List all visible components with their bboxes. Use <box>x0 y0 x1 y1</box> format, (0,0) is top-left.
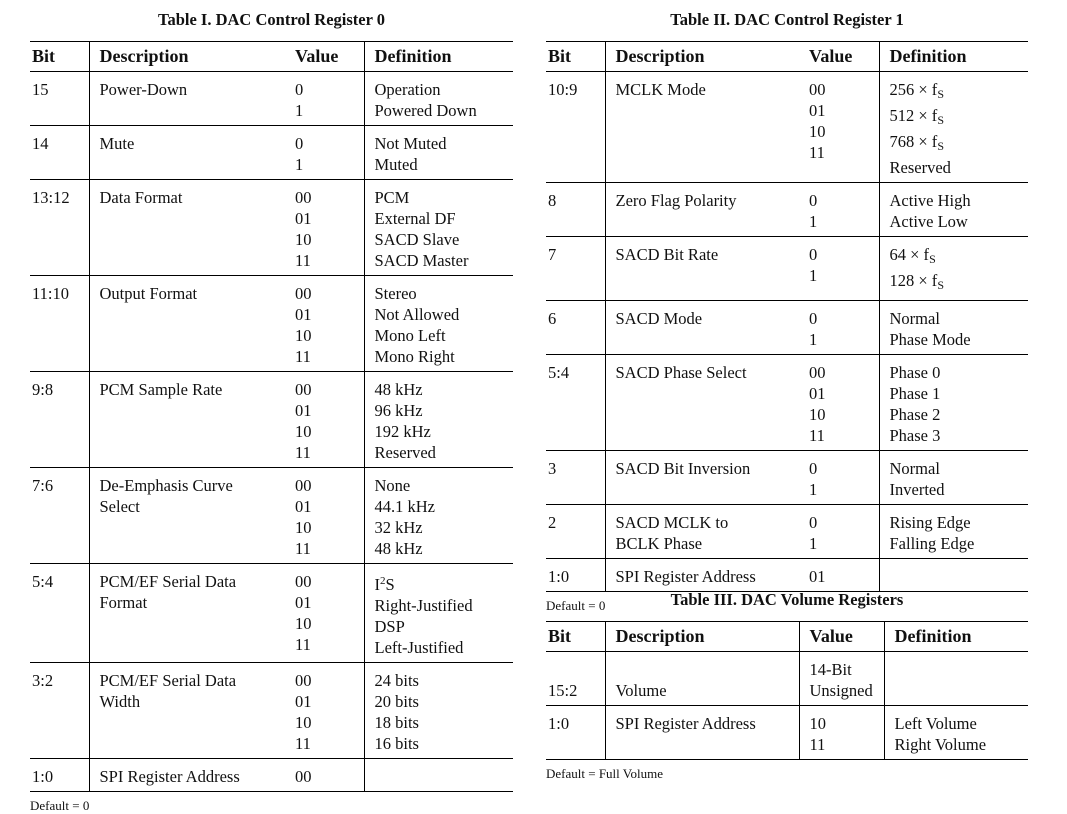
cell-description-line: Power-Down <box>99 80 188 99</box>
cell-value <box>285 468 364 564</box>
cell-value-line: 1 <box>809 330 818 349</box>
cell-definition-line: Not Muted <box>374 134 447 153</box>
cell-value-line: 1 <box>295 101 304 120</box>
header-description: Description <box>605 622 799 652</box>
cell-value <box>285 180 364 276</box>
cell-definition <box>364 468 513 564</box>
cell-definition-line: Stereo <box>374 284 417 303</box>
cell-definition-line: None <box>374 476 411 495</box>
cell-description-line: PCM/EF Serial Data <box>99 671 237 690</box>
cell-value-line: 11 <box>295 443 311 462</box>
table-row <box>546 451 1028 505</box>
cell-definition-line: Right Volume <box>894 735 987 754</box>
cell-definition-line: Not Allowed <box>374 305 460 324</box>
cell-bit-line: 10:9 <box>548 80 578 99</box>
cell-description-line: PCM/EF Serial Data <box>99 572 237 591</box>
cell-value <box>285 564 364 663</box>
cell-value-line: 0 <box>809 309 818 328</box>
table-1 <box>30 41 513 792</box>
cell-description-line: SACD Bit Rate <box>615 245 719 264</box>
cell-value-line: 11 <box>295 734 311 753</box>
cell-definition <box>879 505 1028 559</box>
cell-value-line: 11 <box>809 735 826 754</box>
cell-value <box>799 706 884 760</box>
table-row <box>546 72 1028 183</box>
cell-definition-line: Reserved <box>374 443 436 462</box>
cell-definition-line: Mono Left <box>374 326 446 345</box>
cell-description-line: PCM Sample Rate <box>99 380 223 399</box>
cell-description <box>89 564 285 663</box>
header-definition: Definition <box>879 42 1028 72</box>
cell-bit <box>546 559 605 592</box>
table-row <box>30 126 513 180</box>
table-3-header-row <box>546 622 1028 652</box>
cell-definition <box>879 237 1028 301</box>
header-value: Value <box>799 42 879 72</box>
cell-description-line: Width <box>99 692 141 711</box>
cell-value <box>799 355 879 451</box>
cell-definition-line: 48 kHz <box>374 539 423 558</box>
cell-value <box>799 72 879 183</box>
cell-value-line: 01 <box>295 305 312 324</box>
cell-definition-line: Normal <box>889 459 940 478</box>
cell-definition-line: Mono Right <box>374 347 455 366</box>
cell-definition-line: 192 kHz <box>374 422 431 441</box>
cell-value <box>799 451 879 505</box>
cell-bit-line: 8 <box>548 191 557 210</box>
table-row <box>30 372 513 468</box>
cell-bit-line: 1:0 <box>32 767 54 786</box>
cell-bit-line: 3 <box>548 459 557 478</box>
cell-description <box>89 72 285 126</box>
cell-definition-line: SACD Slave <box>374 230 460 249</box>
table-row <box>30 468 513 564</box>
table-2 <box>546 41 1028 592</box>
cell-definition-line: Falling Edge <box>889 534 975 553</box>
cell-value-line: 11 <box>295 251 311 270</box>
cell-value-line: 1 <box>295 155 304 174</box>
cell-description-line: Data Format <box>99 188 183 207</box>
table-row <box>546 706 1028 760</box>
cell-description-line: De-Emphasis Curve <box>99 476 233 495</box>
cell-description <box>605 72 799 183</box>
cell-definition-line: Muted <box>374 155 418 174</box>
cell-value-line: 01 <box>295 401 312 420</box>
cell-description <box>605 559 799 592</box>
table-row <box>30 72 513 126</box>
cell-description-line: MCLK Mode <box>615 80 706 99</box>
cell-definition-line: Operation <box>374 80 441 99</box>
cell-description-line: Mute <box>99 134 135 153</box>
cell-description <box>89 759 285 792</box>
header-bit: Bit <box>546 42 605 72</box>
cell-description-line: SPI Register Address <box>615 567 756 586</box>
cell-bit-line: 1:0 <box>548 714 570 733</box>
cell-description <box>89 276 285 372</box>
cell-definition-line: $256 \times f_S$ <box>889 80 944 101</box>
cell-description-line: SPI Register Address <box>615 714 756 733</box>
cell-definition <box>884 706 1028 760</box>
cell-bit-line: 15:2 <box>548 681 578 700</box>
cell-description-line: SPI Register Address <box>99 767 240 786</box>
cell-bit <box>30 126 89 180</box>
cell-description-line: BCLK Phase <box>615 534 703 553</box>
cell-description-line: Zero Flag Polarity <box>615 191 737 210</box>
cell-definition <box>879 183 1028 237</box>
table-row <box>546 505 1028 559</box>
cell-definition-line: 44.1 kHz <box>374 497 435 516</box>
header-bit: Bit <box>30 42 89 72</box>
table-row <box>30 759 513 792</box>
cell-bit-line: 7 <box>548 245 557 264</box>
table-row <box>30 276 513 372</box>
table-2-note: Default = 0 <box>546 598 606 613</box>
cell-definition <box>879 559 1028 592</box>
cell-value <box>285 372 364 468</box>
cell-description <box>605 301 799 355</box>
cell-definition-line: 96 kHz <box>374 401 423 420</box>
cell-bit <box>30 759 89 792</box>
cell-value-line: 00 <box>295 671 312 690</box>
cell-bit <box>30 180 89 276</box>
table-row <box>30 663 513 759</box>
header-value: Value <box>285 42 364 72</box>
cell-value-line: 01 <box>809 384 826 403</box>
cell-value-line: 10 <box>295 326 312 345</box>
cell-description <box>605 451 799 505</box>
cell-bit <box>546 652 605 706</box>
cell-value-line: 10 <box>809 714 826 733</box>
cell-definition-line: Powered Down <box>374 101 477 120</box>
cell-definition <box>364 180 513 276</box>
cell-value <box>799 652 884 706</box>
cell-bit-line: 6 <box>548 309 557 328</box>
cell-bit <box>546 451 605 505</box>
table-3-body <box>546 652 1028 760</box>
cell-description-line: SACD MCLK to <box>615 513 729 532</box>
cell-value-line: 11 <box>809 143 825 162</box>
cell-value <box>799 237 879 301</box>
table-3-note: Default = Full Volume <box>546 766 663 781</box>
cell-bit <box>546 183 605 237</box>
cell-value-line: 00 <box>295 284 312 303</box>
cell-value-line: 10 <box>295 614 312 633</box>
header-definition: Definition <box>884 622 1028 652</box>
cell-value <box>799 183 879 237</box>
cell-value-line: 01 <box>295 497 312 516</box>
cell-description-line: SACD Bit Inversion <box>615 459 751 478</box>
cell-value-line: 0 <box>295 134 304 153</box>
cell-bit-line: 11:10 <box>32 284 69 303</box>
cell-description <box>605 505 799 559</box>
cell-bit <box>546 706 605 760</box>
cell-description <box>605 652 799 706</box>
cell-value <box>799 301 879 355</box>
table-3 <box>546 621 1028 760</box>
cell-bit-line: 3:2 <box>32 671 54 690</box>
cell-description-line: Volume <box>615 681 667 700</box>
cell-bit <box>30 663 89 759</box>
cell-bit-line: 7:6 <box>32 476 54 495</box>
cell-definition <box>364 72 513 126</box>
table-2-title: Table II. DAC Control Register 1 <box>670 10 904 29</box>
cell-bit <box>546 237 605 301</box>
cell-value-line: 10 <box>809 405 826 424</box>
cell-value-line: 11 <box>295 635 311 654</box>
cell-value-line: 10 <box>809 122 826 141</box>
table-1-note: Default = 0 <box>30 798 90 813</box>
table-1-container <box>30 9 513 814</box>
cell-definition-line: Phase Mode <box>889 330 971 349</box>
header-description: Description <box>89 42 285 72</box>
cell-definition-line: Phase 3 <box>889 426 941 445</box>
cell-value-line: 10 <box>295 518 312 537</box>
cell-definition-line: Left-Justified <box>374 638 464 657</box>
table-row <box>546 355 1028 451</box>
cell-definition-line: 32 kHz <box>374 518 423 537</box>
header-definition: Definition <box>364 42 513 72</box>
cell-description <box>605 183 799 237</box>
cell-definition-line: PCM <box>374 188 410 207</box>
cell-value-line: 11 <box>809 426 825 445</box>
cell-definition <box>364 759 513 792</box>
cell-definition-line: Active High <box>889 191 971 210</box>
cell-definition <box>364 276 513 372</box>
table-row <box>30 180 513 276</box>
cell-description <box>89 180 285 276</box>
cell-definition-line: 24 bits <box>374 671 419 690</box>
cell-definition <box>364 126 513 180</box>
cell-value <box>285 759 364 792</box>
cell-bit <box>30 468 89 564</box>
cell-value-line: 00 <box>295 188 312 207</box>
cell-description <box>89 372 285 468</box>
cell-description <box>89 126 285 180</box>
cell-description <box>605 237 799 301</box>
cell-value <box>285 663 364 759</box>
cell-description-line: Format <box>99 593 148 612</box>
table-1-title: Table I. DAC Control Register 0 <box>157 10 386 29</box>
cell-value-line: 0 <box>809 245 818 264</box>
cell-bit-line: 15 <box>32 80 49 99</box>
cell-definition-line: 48 kHz <box>374 380 423 399</box>
cell-definition <box>364 663 513 759</box>
cell-definition-line: External DF <box>374 209 456 228</box>
cell-value-line: 10 <box>295 422 312 441</box>
cell-value-line: 01 <box>295 692 312 711</box>
cell-definition-line: SACD Master <box>374 251 469 270</box>
cell-value <box>799 559 879 592</box>
cell-value <box>285 72 364 126</box>
cell-value-line: 11 <box>295 539 311 558</box>
cell-value-line: 00 <box>295 476 312 495</box>
cell-definition-line: Reserved <box>889 158 951 177</box>
cell-value-line: 0 <box>809 459 818 478</box>
cell-bit <box>546 355 605 451</box>
cell-value-line: 10 <box>295 713 312 732</box>
cell-value-line: 1 <box>809 266 818 285</box>
cell-value-line: 10 <box>295 230 312 249</box>
cell-value-line: 00 <box>295 380 312 399</box>
cell-bit <box>30 72 89 126</box>
cell-description-line: SACD Phase Select <box>615 363 747 382</box>
cell-bit-line: 5:4 <box>32 572 54 591</box>
table-3-title: Table III. DAC Volume Registers <box>670 590 904 609</box>
cell-definition-line: Left Volume <box>894 714 977 733</box>
cell-value-line: 00 <box>809 363 826 382</box>
table-1-header-row <box>30 42 513 72</box>
table-row <box>546 183 1028 237</box>
cell-value-line: 1 <box>809 480 818 499</box>
cell-bit <box>30 564 89 663</box>
cell-definition <box>364 372 513 468</box>
cell-description-line: SACD Mode <box>615 309 703 328</box>
cell-definition <box>364 564 513 663</box>
cell-definition <box>879 451 1028 505</box>
cell-value-line: 0 <box>809 191 818 210</box>
table-row <box>546 652 1028 706</box>
cell-definition-line: DSP <box>374 617 405 636</box>
cell-value <box>799 505 879 559</box>
cell-value-line: 0 <box>295 80 304 99</box>
cell-bit-line: 14 <box>32 134 49 153</box>
cell-value-line: 11 <box>295 347 311 366</box>
cell-definition-line: Normal <box>889 309 940 328</box>
cell-definition <box>879 72 1028 183</box>
cell-definition-line: $512 \times f_S$ <box>889 106 944 127</box>
table-3-container <box>546 589 1028 782</box>
cell-value-line: 0 <box>809 513 818 532</box>
cell-bit-line: 9:8 <box>32 380 54 399</box>
cell-bit-line: 13:12 <box>32 188 70 207</box>
table-row <box>546 559 1028 592</box>
table-2-body <box>546 72 1028 592</box>
cell-description-line: Output Format <box>99 284 198 303</box>
table-row <box>30 564 513 663</box>
cell-value-line: 01 <box>809 101 826 120</box>
cell-definition-line: $128 \times f_S$ <box>889 271 944 292</box>
cell-bit-line: 1:0 <box>548 567 570 586</box>
cell-value-line: 01 <box>809 567 826 586</box>
cell-definition-line: Phase 1 <box>889 384 941 403</box>
cell-description <box>605 355 799 451</box>
header-value: Value <box>799 622 884 652</box>
cell-bit <box>546 301 605 355</box>
cell-value-line: Unsigned <box>809 681 873 700</box>
cell-definition-line: 16 bits <box>374 734 419 753</box>
cell-definition-line: 18 bits <box>374 713 419 732</box>
cell-value-line: 01 <box>295 209 312 228</box>
cell-description <box>89 468 285 564</box>
cell-value-line: 00 <box>809 80 826 99</box>
cell-value <box>285 276 364 372</box>
cell-bit <box>546 505 605 559</box>
cell-definition-line: Phase 2 <box>889 405 941 424</box>
cell-bit-line: 2 <box>548 513 557 532</box>
cell-definition-line: Phase 0 <box>889 363 941 382</box>
cell-description <box>605 706 799 760</box>
header-description: Description <box>605 42 799 72</box>
table-2-container <box>546 9 1028 614</box>
cell-definition-line: Rising Edge <box>889 513 971 532</box>
table-row <box>546 301 1028 355</box>
cell-value-line: 1 <box>809 212 818 231</box>
cell-definition-line: Right-Justified <box>374 596 473 615</box>
header-bit: Bit <box>546 622 605 652</box>
cell-description <box>89 663 285 759</box>
cell-definition-line: Active Low <box>889 212 968 231</box>
cell-value-line: 00 <box>295 767 312 786</box>
cell-definition-line: 20 bits <box>374 692 419 711</box>
cell-definition-line: $64 \times f_S$ <box>889 245 936 266</box>
cell-value-line: 00 <box>295 572 312 591</box>
cell-definition-line: Inverted <box>889 480 945 499</box>
cell-value-line: 01 <box>295 593 312 612</box>
cell-description-line: Select <box>99 497 140 516</box>
cell-definition <box>879 355 1028 451</box>
cell-bit <box>30 276 89 372</box>
table-row <box>546 237 1028 301</box>
cell-definition-line: $768 \times f_S$ <box>889 132 944 153</box>
cell-bit-line: 5:4 <box>548 363 570 382</box>
cell-definition-line: $I^2S$ <box>374 575 395 594</box>
table-2-header-row <box>546 42 1028 72</box>
cell-value <box>285 126 364 180</box>
cell-definition <box>879 301 1028 355</box>
table-1-body <box>30 72 513 792</box>
cell-value-line: 1 <box>809 534 818 553</box>
cell-bit <box>546 72 605 183</box>
cell-value-line: 14-Bit <box>809 660 852 679</box>
cell-definition <box>884 652 1028 706</box>
cell-bit <box>30 372 89 468</box>
